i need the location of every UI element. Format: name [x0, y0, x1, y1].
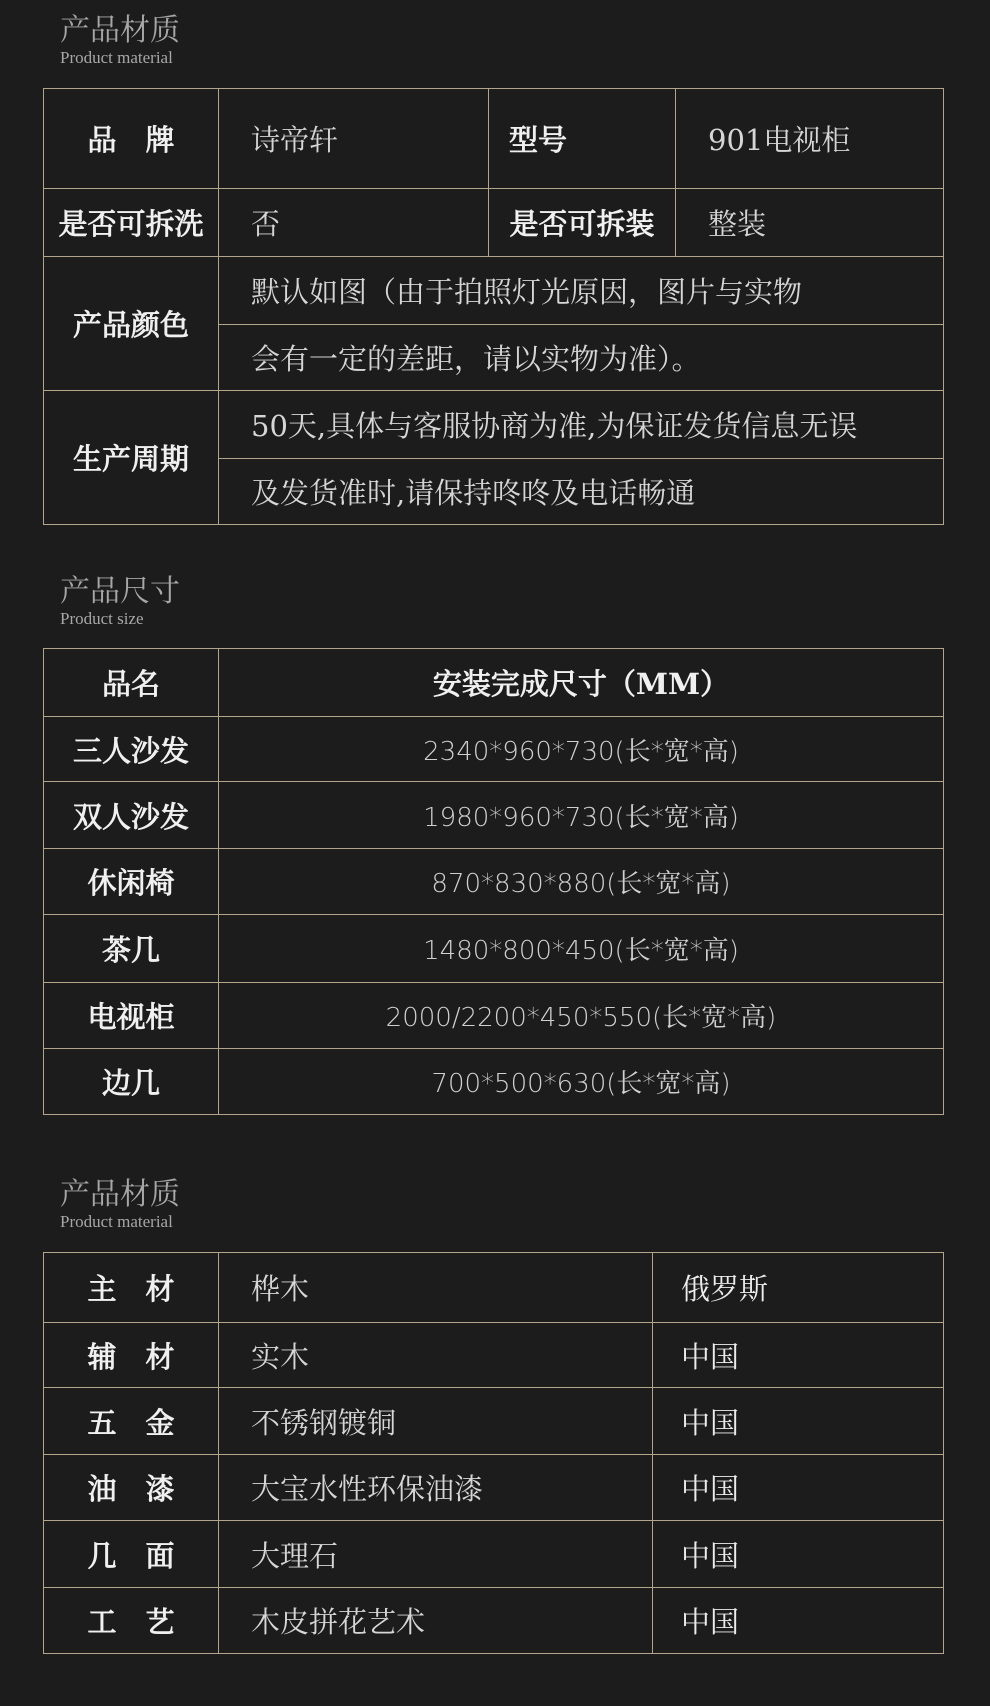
- brand-value: 诗帝轩: [219, 89, 489, 189]
- washable-value: 否: [219, 189, 489, 257]
- material-value: 木皮拼花艺术: [219, 1588, 653, 1654]
- item-name: 边几: [44, 1049, 219, 1115]
- material-label: 几 面: [44, 1521, 219, 1588]
- section-title-size: [60, 575, 180, 629]
- item-size: 1480*800*450(长*宽*高): [219, 915, 944, 983]
- header-size: 安装完成尺寸（MM）: [219, 649, 944, 717]
- table-row: [44, 983, 944, 1049]
- table-row: [44, 1049, 944, 1115]
- table-header-row: [44, 649, 944, 717]
- material-label: 五 金: [44, 1388, 219, 1455]
- material-value: 大理石: [219, 1521, 653, 1588]
- section-title-material-2: [60, 1178, 180, 1232]
- section-title-en: Product material: [60, 48, 173, 67]
- origin-value: 中国: [653, 1521, 944, 1588]
- cycle-line-2: 及发货准时,请保持咚咚及电话畅通: [219, 459, 944, 525]
- item-size: 1980*960*730(长*宽*高): [219, 782, 944, 849]
- assembly-label: 是否可拆装: [489, 189, 676, 257]
- origin-value: 俄罗斯: [653, 1253, 944, 1323]
- table-row: [44, 257, 944, 325]
- item-name: 茶几: [44, 915, 219, 983]
- product-size-table: [43, 648, 944, 1115]
- item-name: 三人沙发: [44, 717, 219, 782]
- origin-value: 中国: [653, 1388, 944, 1455]
- item-name: 电视柜: [44, 983, 219, 1049]
- product-info-table: [43, 88, 944, 525]
- item-name: 休闲椅: [44, 849, 219, 915]
- section-title-material-1: [60, 14, 180, 68]
- cycle-line-1: 50天,具体与客服协商为准,为保证发货信息无误: [219, 391, 944, 459]
- origin-value: 中国: [653, 1588, 944, 1654]
- section-title-zh: 产品材质: [60, 1177, 180, 1212]
- table-row: [44, 391, 944, 459]
- item-size: 870*830*880(长*宽*高): [219, 849, 944, 915]
- table-row: [44, 1455, 944, 1521]
- material-value: 大宝水性环保油漆: [219, 1455, 653, 1521]
- brand-label: 品 牌: [44, 89, 219, 189]
- table-row: [44, 1323, 944, 1388]
- item-size: 700*500*630(长*宽*高): [219, 1049, 944, 1115]
- section-title-zh: 产品尺寸: [60, 574, 180, 609]
- item-name: 双人沙发: [44, 782, 219, 849]
- origin-value: 中国: [653, 1455, 944, 1521]
- section-title-en: Product material: [60, 1212, 173, 1231]
- material-label: 主 材: [44, 1253, 219, 1323]
- color-label: 产品颜色: [44, 257, 219, 391]
- table-row: [44, 849, 944, 915]
- model-value: 901电视柜: [676, 89, 944, 189]
- table-row: [44, 1588, 944, 1654]
- material-table: [43, 1252, 944, 1654]
- table-row: [44, 189, 944, 257]
- material-value: 不锈钢镀铜: [219, 1388, 653, 1455]
- origin-value: 中国: [653, 1323, 944, 1388]
- section-title-zh: 产品材质: [60, 13, 180, 48]
- header-name: 品名: [44, 649, 219, 717]
- material-value: 桦木: [219, 1253, 653, 1323]
- model-label: 型号: [489, 89, 676, 189]
- material-label: 油 漆: [44, 1455, 219, 1521]
- color-line-1: 默认如图（由于拍照灯光原因，图片与实物: [219, 257, 944, 325]
- table-row: [44, 782, 944, 849]
- cycle-label: 生产周期: [44, 391, 219, 525]
- washable-label: 是否可拆洗: [44, 189, 219, 257]
- table-row: [44, 89, 944, 189]
- material-label: 工 艺: [44, 1588, 219, 1654]
- item-size: 2000/2200*450*550(长*宽*高): [219, 983, 944, 1049]
- table-row: [44, 1388, 944, 1455]
- table-row: [44, 915, 944, 983]
- item-size: 2340*960*730(长*宽*高): [219, 717, 944, 782]
- section-title-en: Product size: [60, 609, 144, 628]
- assembly-value: 整装: [676, 189, 944, 257]
- table-row: [44, 1521, 944, 1588]
- table-row: [44, 1253, 944, 1323]
- material-value: 实木: [219, 1323, 653, 1388]
- color-line-2: 会有一定的差距，请以实物为准）。: [219, 325, 944, 391]
- table-row: [44, 717, 944, 782]
- material-label: 辅 材: [44, 1323, 219, 1388]
